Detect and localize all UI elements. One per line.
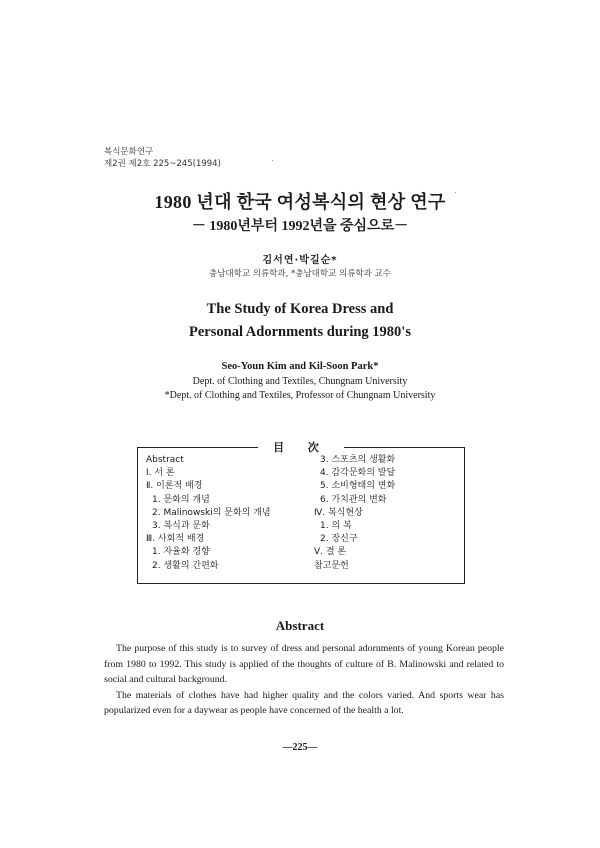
journal-citation bbox=[104, 146, 221, 170]
journal-volume: 제2권 제2호 225~245(1994) bbox=[104, 159, 221, 169]
toc-item: 3. 복식과 문화 bbox=[152, 521, 210, 532]
page-number: —225— bbox=[282, 742, 318, 753]
toc-item: 2. Malinowski의 문화의 개념 bbox=[152, 507, 271, 518]
toc-item: 4. 감각문화의 발달 bbox=[320, 468, 396, 479]
toc-item: Ⅱ. 이론적 배경 bbox=[146, 481, 203, 492]
toc-item: 참고문헌 bbox=[314, 560, 349, 571]
korean-subtitle: － 1980년부터 1992년을 중심으로－ bbox=[191, 219, 409, 234]
toc-item: Ⅲ. 사회적 배경 bbox=[146, 534, 205, 545]
toc-item: Ⅴ. 결 론 bbox=[314, 547, 347, 558]
english-title bbox=[0, 298, 600, 344]
toc-item: 6. 가치관의 변화 bbox=[320, 494, 387, 505]
toc-item: 1. 문화의 개념 bbox=[152, 494, 210, 505]
affiliation-english bbox=[0, 375, 600, 403]
toc-item: 2. 생활의 간편화 bbox=[152, 560, 219, 571]
abstract-paragraph: The materials of clothes have had higher quality and the colors varied. And sports wear has popularized even for a daywear as people have concerned of the health a lot. bbox=[104, 689, 504, 717]
abstract-body bbox=[104, 641, 504, 719]
toc-right-column bbox=[314, 454, 395, 573]
abstract-paragraph: The purpose of this study is to survey of dress and personal adornments of young Korean people from 1980 to 1992. This study is applied of the thoughts of culture of B. Malinowski and related to social and cultural background. bbox=[104, 643, 504, 686]
toc-item: Ⅳ. 복식현상 bbox=[314, 507, 363, 518]
affiliation-english-line2: *Dept. of Clothing and Textiles, Professor of Chungnam University bbox=[164, 390, 436, 401]
toc-item: 5. 소비형태의 변화 bbox=[320, 481, 396, 492]
affiliation-korean: 충남대학교 의류학과, *충남대학교 의류학과 교수 bbox=[209, 269, 391, 279]
journal-name: 복식문화연구 bbox=[104, 147, 154, 157]
toc-item: 2. 장신구 bbox=[320, 534, 358, 545]
table-of-contents bbox=[137, 441, 465, 584]
toc-item: 3. 스포츠의 생활화 bbox=[320, 455, 396, 465]
toc-item: 1. 의 복 bbox=[320, 521, 352, 532]
scan-speck bbox=[455, 192, 456, 193]
toc-heading: 目 次 bbox=[258, 439, 344, 455]
english-title-line1: The Study of Korea Dress and bbox=[206, 301, 394, 317]
toc-left-column bbox=[146, 454, 271, 573]
toc-item: 1. 자율화 경향 bbox=[152, 547, 210, 558]
authors-english: Seo-Youn Kim and Kil-Soon Park* bbox=[221, 361, 379, 372]
korean-title: 1980 년대 한국 여성복식의 현상 연구 bbox=[154, 192, 446, 212]
authors-korean: 김서연·박길순* bbox=[262, 255, 338, 266]
toc-item: Ⅰ. 서 론 bbox=[146, 468, 175, 479]
english-title-line2: Personal Adornments during 1980's bbox=[189, 324, 411, 340]
scan-speck bbox=[272, 160, 273, 161]
affiliation-english-line1: Dept. of Clothing and Textiles, Chungnam University bbox=[192, 376, 408, 387]
abstract-heading: Abstract bbox=[275, 618, 325, 633]
toc-item: Abstract bbox=[146, 455, 184, 465]
